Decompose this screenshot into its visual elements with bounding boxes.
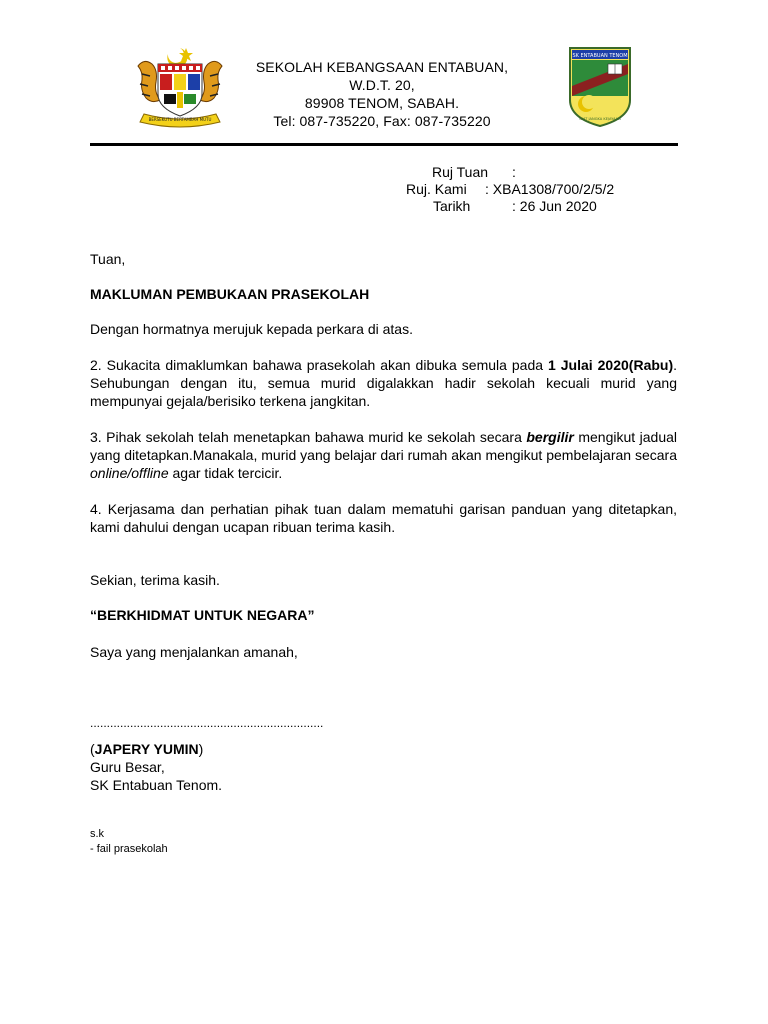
- badge-text: SK ENTABUAN TENOM: [572, 53, 628, 59]
- school-name: SEKOLAH KEBANGSAAN ENTABUAN,: [255, 59, 509, 75]
- trust-line: Saya yang menjalankan amanah,: [90, 644, 298, 660]
- rotation-term: bergilir: [526, 429, 574, 445]
- tarikh-value: : 26 Jun 2020: [512, 198, 597, 214]
- signature-line: ......................................................................: [90, 716, 324, 730]
- paragraph-4: 4. Kerjasama dan perhatian pihak tuan dalam mematuhi garisan panduan yang ditetapkan, kami dahului dengan ucapan ribuan terima kasih.: [90, 501, 677, 535]
- paragraph-2-text-b: . Sehubungan dengan itu, semua murid digalakkan hadir sekolah kecuali murid yang mempunyai gejala/berisiko terkena jangkitan.: [90, 357, 678, 409]
- paragraph-3-text-c: agar tidak tercicir.: [168, 465, 283, 481]
- sk-item: - fail prasekolah: [90, 843, 168, 855]
- crest-motto: BERSEKUTU BERTAMBAH MUTU: [148, 117, 212, 122]
- school-address-line-2: 89908 TENOM, SABAH.: [304, 95, 460, 111]
- ruj-kami-label: Ruj. Kami: [406, 181, 467, 197]
- sk-label: s.k: [90, 828, 105, 840]
- signer-name: JAPERY YUMIN: [94, 741, 199, 757]
- paragraph-2-text-a: 2. Sukacita dimaklumkan bahawa prasekolah akan dibuka semula pada: [90, 357, 549, 373]
- school-badge-icon: [568, 46, 632, 128]
- paragraph-3-text-a: 3. Pihak sekolah telah menetapkan bahawa murid ke sekolah secara: [90, 429, 527, 445]
- paragraph-2: [90, 356, 677, 410]
- paragraph-3: [90, 428, 677, 482]
- signer-paren-close: ): [198, 741, 204, 757]
- ruj-kami-value: : XBA1308/700/2/5/2: [485, 181, 615, 197]
- letter-subject: MAKLUMAN PEMBUKAAN PRASEKOLAH: [90, 286, 370, 302]
- signer-title: Guru Besar,: [90, 759, 165, 775]
- signer-school: SK Entabuan Tenom.: [90, 777, 223, 793]
- opening-line: Dengan hormatnya merujuk kepada perkara di atas.: [90, 321, 413, 337]
- letterhead-divider: [90, 143, 678, 146]
- closing-line: Sekian, terima kasih.: [90, 572, 220, 588]
- learning-mode: online/offline: [90, 465, 169, 481]
- badge-motto: GIAT JANGKA KEJAYAAN: [579, 117, 621, 121]
- letterhead: [0, 0, 768, 150]
- reopening-date: 1 Julai 2020(Rabu): [548, 357, 674, 373]
- ruj-tuan-label: Ruj Tuan: [432, 164, 489, 180]
- signer-paren-open: (: [90, 741, 95, 757]
- tarikh-label: Tarikh: [433, 198, 471, 214]
- paragraph-3-text-b: mengikut jadual yang ditetapkan.Manakala, murid yang belajar dari rumah akan mengikut pembelajaran secara: [90, 429, 677, 463]
- coat-of-arms-icon: [130, 44, 230, 128]
- signer-name-line: [90, 740, 677, 758]
- ruj-tuan-value: :: [512, 164, 516, 180]
- school-contact: Tel: 087-735220, Fax: 087-735220: [273, 113, 491, 129]
- motto: “BERKHIDMAT UNTUK NEGARA”: [90, 607, 315, 623]
- school-address-line-1: W.D.T. 20,: [349, 77, 415, 93]
- salutation: Tuan,: [90, 251, 126, 267]
- school-address-block: [232, 58, 532, 130]
